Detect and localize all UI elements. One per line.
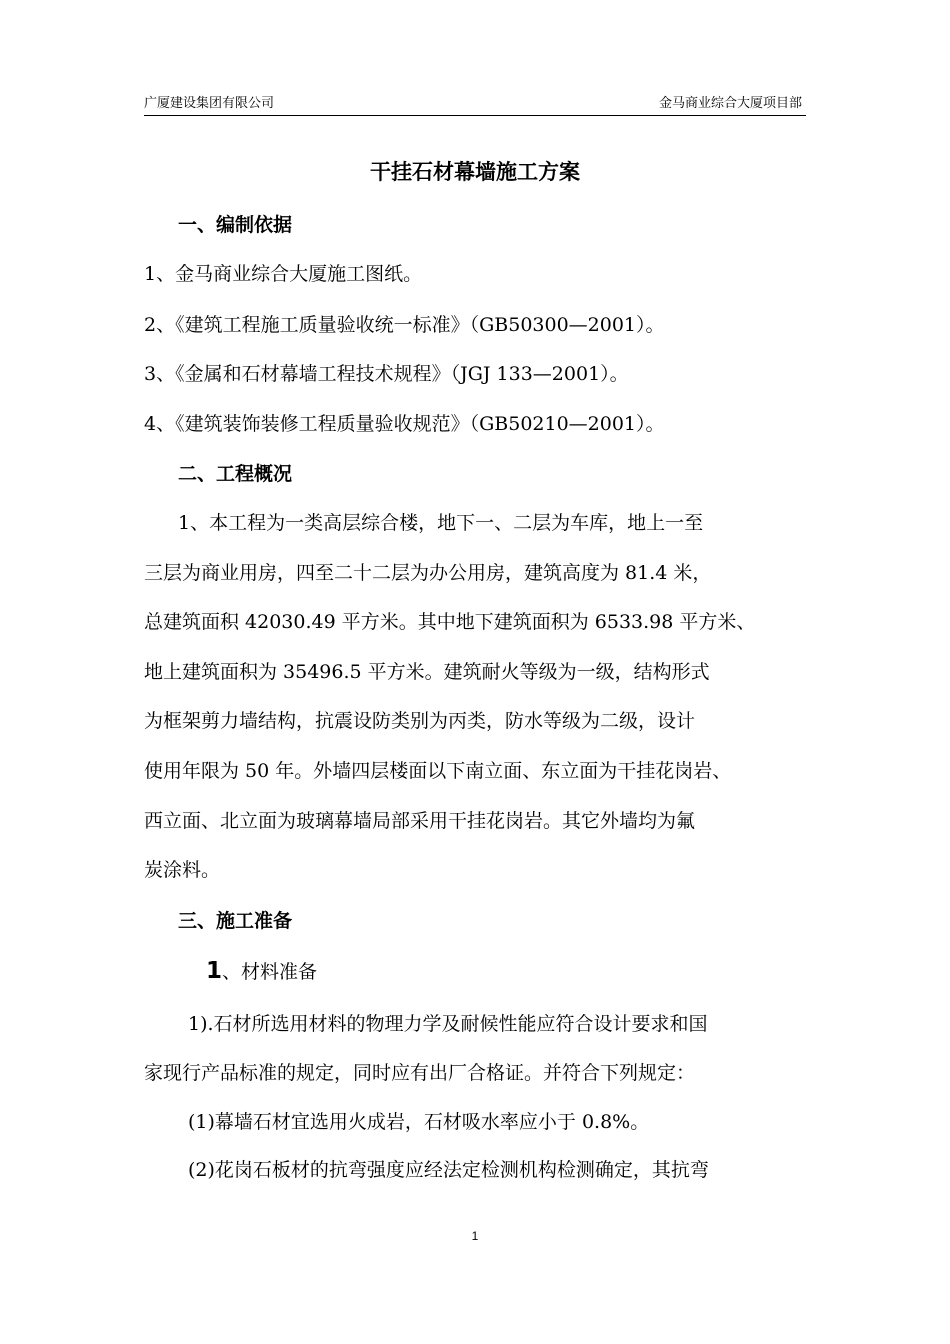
basis-item: 3、《金属和石材幕墙工程技术规程》（JGJ 133—2001）。 [144,363,629,385]
preparation-line: (1)幕墙石材宜选用火成岩，石材吸水率应小于 0.8%。 [188,1111,650,1133]
overview-line: 西立面、北立面为玻璃幕墙局部采用干挂花岗岩。其它外墙均为氟 [144,810,696,832]
overview-line: 三层为商业用房，四至二十二层为办公用房，建筑高度为 81.4 米， [144,562,712,584]
overview-line: 炭涂料。 [144,859,221,881]
header-company: 广厦建设集团有限公司 [144,96,275,111]
section-heading-overview: 二、工程概况 [178,463,293,485]
overview-line: 为框架剪力墙结构，抗震设防类别为丙类，防水等级为二级，设计 [144,710,696,732]
preparation-line: (2)花岗石板材的抗弯强度应经法定检测机构检测确定，其抗弯 [188,1159,709,1181]
sub-heading-materials [206,956,317,987]
sub-heading-number: 1 [206,958,223,984]
preparation-line: 家现行产品标准的规定，同时应有出厂合格证。并符合下列规定： [144,1062,696,1084]
overview-line: 地上建筑面积为 35496.5 平方米。建筑耐火等级为一级，结构形式 [144,661,710,683]
header-project: 金马商业综合大厦项目部 [658,96,802,111]
preparation-line: 1).石材所选用材料的物理力学及耐候性能应符合设计要求和国 [188,1013,708,1035]
overview-line: 使用年限为 50 年。外墙四层楼面以下南立面、东立面为干挂花岗岩、 [144,760,732,782]
basis-item: 4、《建筑装饰装修工程质量验收规范》（GB50210—2001）。 [144,413,665,435]
overview-line: 1、本工程为一类高层综合楼，地下一、二层为车库，地上一至 [178,512,704,534]
basis-item: 1、金马商业综合大厦施工图纸。 [144,263,423,285]
basis-item: 2、《建筑工程施工质量验收统一标准》（GB50300—2001）。 [144,314,665,336]
sub-heading-text: 、材料准备 [222,961,318,983]
overview-line: 总建筑面积 42030.49 平方米。其中地下建筑面积为 6533.98 平方米、 [144,611,756,633]
document-title: 干挂石材幕墙施工方案 [370,160,580,184]
page-header [144,93,806,116]
section-heading-basis: 一、编制依据 [178,214,293,236]
section-heading-preparation: 三、施工准备 [178,910,293,932]
page-number: 1 [471,1229,479,1243]
